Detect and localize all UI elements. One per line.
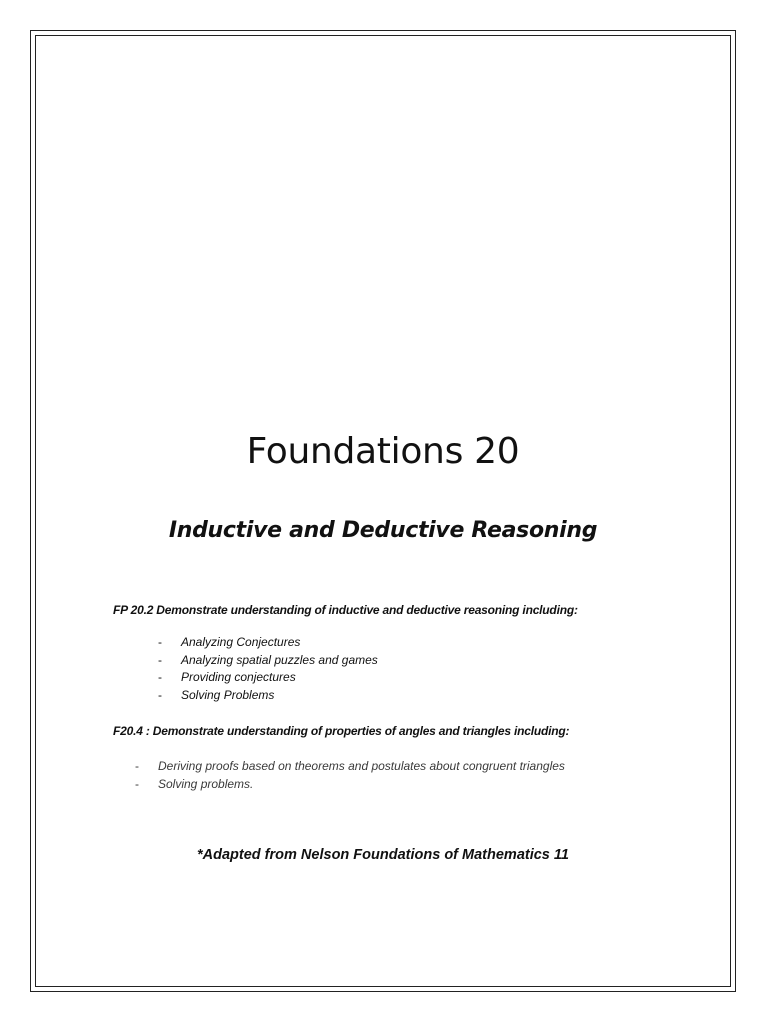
outcome-heading-f20-4: F20.4 : Demonstrate understanding of properties of angles and triangles including: <box>113 724 570 738</box>
list-item-text: Providing conjectures <box>181 670 296 685</box>
list-bullet: - <box>135 776 139 791</box>
list-bullet: - <box>158 688 162 703</box>
list-item-text: Solving Problems <box>181 688 275 703</box>
document-subtitle: Inductive and Deductive Reasoning <box>168 518 598 543</box>
list-item-text: Deriving proofs based on theorems and postulates about congruent triangles <box>158 759 565 773</box>
list-bullet: - <box>158 635 162 649</box>
list-item-text: Analyzing spatial puzzles and games <box>181 652 378 667</box>
source-credit: *Adapted from Nelson Foundations of Mathematics 11 <box>197 847 569 863</box>
list-bullet: - <box>158 670 162 685</box>
list-bullet: - <box>135 759 139 773</box>
list-item-text: Solving problems. <box>158 776 254 791</box>
outcome-heading-fp20-2: FP 20.2 Demonstrate understanding of inductive and deductive reasoning including: <box>113 603 578 617</box>
document-title: Foundations 20 <box>246 431 520 472</box>
list-bullet: - <box>158 652 162 667</box>
list-item-text: Analyzing Conjectures <box>181 635 301 649</box>
